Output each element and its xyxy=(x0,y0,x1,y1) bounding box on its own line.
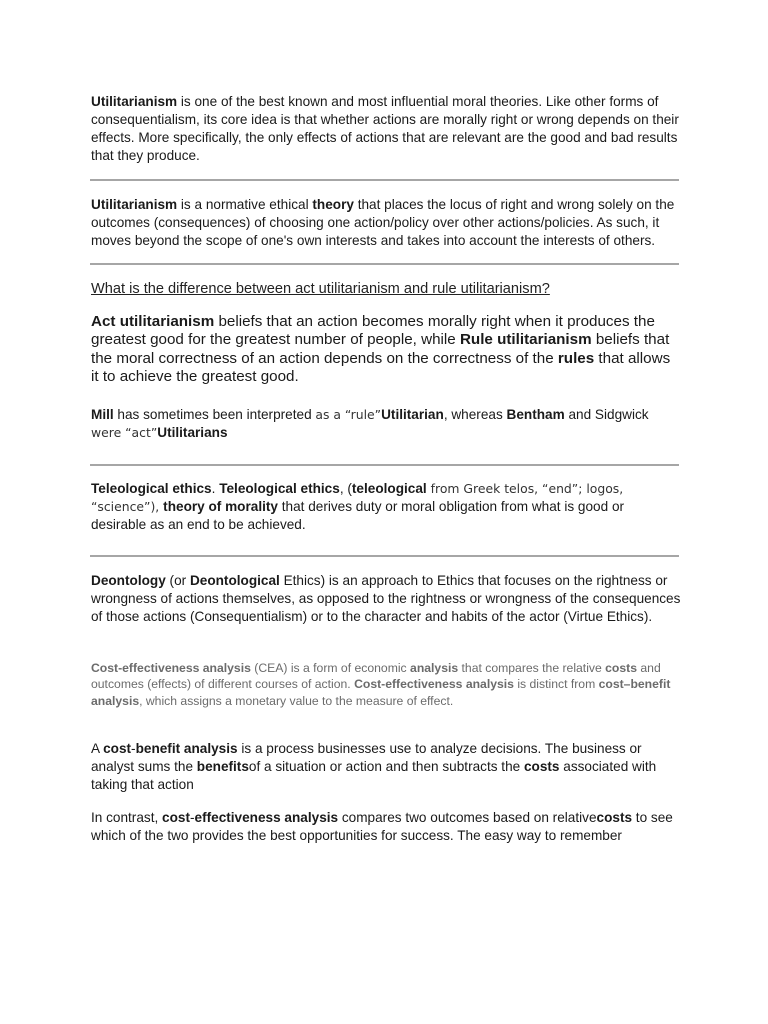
bold-term: Bentham xyxy=(506,406,565,422)
bold-term: Teleological ethics xyxy=(91,480,212,496)
paragraph-text: (or xyxy=(165,572,190,588)
bold-term: effectiveness analysis xyxy=(194,810,339,826)
paragraph-text: , which assigns a monetary value to the measure of effect. xyxy=(139,694,454,709)
bold-term: Deontology xyxy=(91,572,166,588)
paragraph-text: is a process businesses use to analyze decisions. The business or analyst sums the xyxy=(91,741,642,775)
paragraph-cost-effectiveness-contrast xyxy=(91,809,681,845)
bold-term: Teleological ethics xyxy=(219,480,340,496)
paragraph-text: and Sidgwick xyxy=(564,406,649,422)
paragraph-text: that derives duty or moral obligation from what is good or desirable as an end to be achieved. xyxy=(91,498,625,532)
paragraph-text: is distinct from xyxy=(513,677,599,692)
paragraph-cost-effectiveness-analysis xyxy=(91,660,681,710)
bold-term: Utilitarian xyxy=(381,406,444,422)
paragraph-text: In contrast, xyxy=(91,810,163,826)
paragraph-text: - xyxy=(189,810,195,826)
bold-term: Deontological xyxy=(189,572,280,588)
bold-term: teleological xyxy=(351,480,427,496)
bold-term: Rule utilitarianism xyxy=(459,331,592,349)
divider xyxy=(90,263,679,265)
quoted-text: as a “rule” xyxy=(315,406,382,422)
bold-term: costs xyxy=(523,759,560,775)
bold-term: theory xyxy=(312,197,354,212)
bold-term: Cost-effectiveness analysis xyxy=(91,660,251,675)
bold-term: costs xyxy=(605,660,637,675)
paragraph-text: Ethics) is an approach to Ethics that focuses on the rightness or wrongness of actions themselves, as opposed to the rightness or wrongness of the consequences of those actions (Consequentialism) or to the character and habits of the actor (Virtue Ethics). xyxy=(91,572,681,624)
paragraph-text: (CEA) is a form of economic xyxy=(250,660,411,675)
paragraph-text: - xyxy=(131,741,136,757)
paragraph-text: is one of the best known and most influential moral theories. Like other forms of consequentialism, its core idea is that whether actions are morally right or wrong depends on their effects. More specifically, the only effects of actions that are relevant are the good and bad results that they produce. xyxy=(91,94,679,163)
bold-term: theory of morality xyxy=(163,498,278,514)
paragraph-text: has sometimes been interpreted xyxy=(113,406,316,422)
paragraph-mill-bentham xyxy=(91,406,681,442)
paragraph-utilitarianism-intro xyxy=(91,93,681,165)
divider xyxy=(90,179,679,181)
bold-term: Utilitarianism xyxy=(91,197,178,212)
paragraph-deontology xyxy=(91,572,681,626)
bold-term: rules xyxy=(557,349,595,367)
paragraph-text: is a normative ethical xyxy=(177,197,313,212)
bold-term: benefits xyxy=(196,759,249,775)
paragraph-text: that places the locus of right and wrong solely on the outcomes (consequences) of choosing one action/policy over other actions/policies. As such, it moves beyond the scope of one's own interests and takes into account the interests of others. xyxy=(91,197,675,248)
paragraph-teleological-ethics xyxy=(91,480,681,534)
paragraph-text: . xyxy=(211,480,220,496)
quoted-text: from Greek telos, “end”; logos, “science”), xyxy=(91,480,624,514)
bold-term: costs xyxy=(596,810,633,826)
bold-term: analysis xyxy=(410,660,459,675)
paragraph-text: that compares the relative xyxy=(458,660,606,675)
bold-term: cost–benefit analysis xyxy=(91,677,671,709)
paragraph-text: and outcomes (effects) of different courses of action. xyxy=(91,660,661,692)
bold-term: Mill xyxy=(91,406,114,422)
paragraph-text: to see which of the two provides the best opportunities for success. The easy way to remember xyxy=(91,810,673,844)
paragraph-act-rule-utilitarianism xyxy=(91,313,681,387)
document-body xyxy=(91,93,681,845)
paragraph-text: that allows it to achieve the greatest good. xyxy=(91,349,671,386)
bold-term: Act utilitarianism xyxy=(91,313,215,330)
bold-term: Utilitarians xyxy=(157,424,228,440)
paragraph-text: beliefs that the moral correctness of an action depends on the correctness of the xyxy=(91,331,670,367)
divider xyxy=(90,555,679,557)
bold-term: cost xyxy=(162,810,190,826)
divider xyxy=(90,464,679,466)
bold-term: benefit analysis xyxy=(135,741,238,757)
bold-term: Cost-effectiveness analysis xyxy=(354,677,514,692)
paragraph-text: , whereas xyxy=(443,406,507,422)
paragraph-text: A xyxy=(91,741,104,757)
bold-term: cost xyxy=(103,741,132,757)
bold-term: Utilitarianism xyxy=(91,94,178,109)
paragraph-text: compares two outcomes based on relative xyxy=(338,810,597,826)
paragraph-text: beliefs that an action becomes morally right when it produces the greatest good for the greatest number of people, while xyxy=(91,313,655,349)
paragraph-text: of a situation or action and then subtracts the xyxy=(248,759,524,775)
paragraph-cost-benefit-analysis xyxy=(91,740,681,794)
paragraph-utilitarianism-definition xyxy=(91,196,681,250)
paragraph-text: , ( xyxy=(339,480,352,496)
quoted-text: were “act” xyxy=(91,424,158,440)
question-heading: What is the difference between act utilitarianism and rule utilitarianism? xyxy=(91,281,550,297)
paragraph-text: associated with taking that action xyxy=(91,759,657,793)
